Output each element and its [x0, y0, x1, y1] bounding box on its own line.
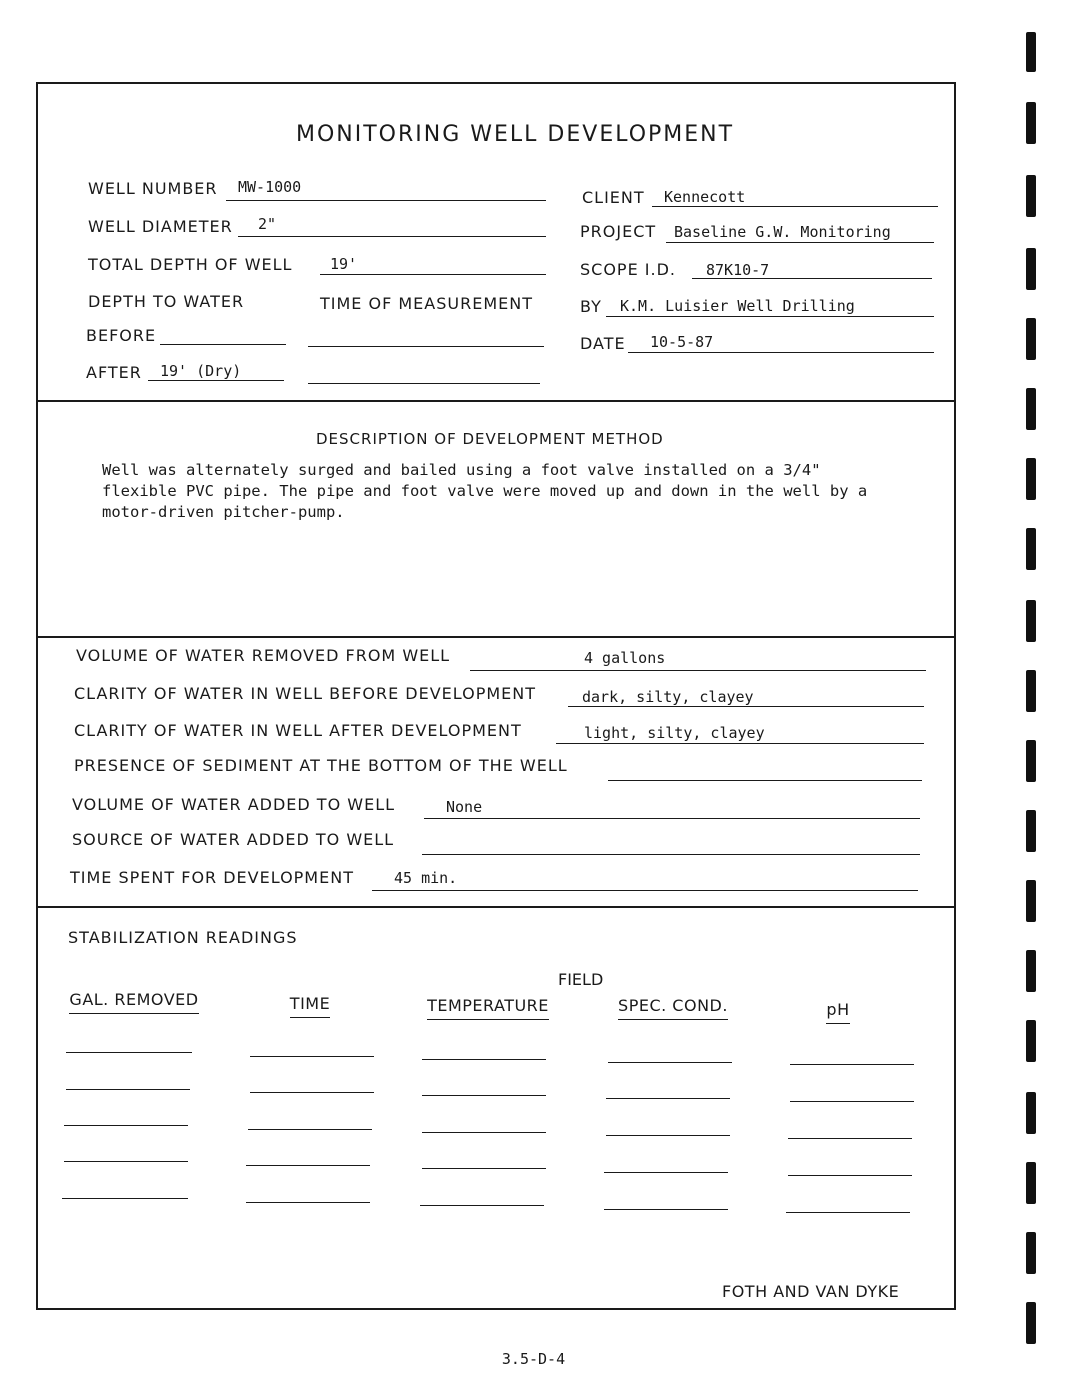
well-diameter-label: WELL DIAMETER — [88, 217, 233, 236]
date-line — [628, 352, 934, 353]
project-value: Baseline G.W. Monitoring — [674, 223, 891, 241]
well-diameter-line — [238, 236, 546, 237]
date-label: DATE — [580, 334, 626, 353]
clarity-after-value: light, silty, clayey — [584, 724, 765, 742]
well-number-value: MW-1000 — [238, 178, 302, 196]
client-label: CLIENT — [582, 188, 645, 207]
depth-to-water-label: DEPTH TO WATER — [88, 292, 245, 311]
project-line — [666, 242, 934, 243]
company-name: FOTH AND VAN DYKE — [722, 1282, 900, 1301]
scope-id-label: SCOPE I.D. — [580, 260, 676, 279]
total-depth-line — [320, 274, 546, 275]
before-time-line — [308, 346, 544, 347]
before-line — [160, 344, 286, 345]
binder-holes — [1022, 30, 1050, 1370]
source-added-label: SOURCE OF WATER ADDED TO WELL — [72, 830, 395, 849]
clarity-before-line — [568, 706, 924, 707]
clarity-after-line — [556, 743, 924, 744]
well-number-label: WELL NUMBER — [88, 179, 218, 198]
clarity-before-label: CLARITY OF WATER IN WELL BEFORE DEVELOPMENT — [74, 684, 537, 703]
section-divider-1 — [38, 400, 954, 402]
volume-removed-line — [470, 670, 926, 671]
sediment-line — [608, 780, 922, 781]
client-value: Kennecott — [664, 188, 746, 206]
clarity-before-value: dark, silty, clayey — [582, 688, 754, 706]
field-label: FIELD — [558, 970, 604, 989]
volume-added-value: None — [446, 798, 483, 816]
section-divider-3 — [38, 906, 954, 908]
col-temperature: TEMPERATURE — [418, 996, 558, 1015]
after-value: 19' (Dry) — [160, 362, 242, 380]
col-gal-removed: GAL. REMOVED — [64, 990, 204, 1009]
after-label: AFTER — [86, 363, 142, 382]
after-time-line — [308, 383, 540, 384]
client-line — [652, 206, 938, 207]
by-line — [606, 316, 934, 317]
col-spec-cond: SPEC. COND. — [608, 996, 738, 1015]
description-text: Well was alternately surged and bailed using a foot valve installed on a 3/4" flexible PVC pipe. The pipe and foot valve were moved up and down in the well by a motor-driven pitcher-pump. — [102, 461, 868, 521]
well-number-line — [226, 200, 546, 201]
date-value: 10-5-87 — [650, 333, 714, 351]
total-depth-value: 19' — [330, 255, 358, 273]
volume-removed-label: VOLUME OF WATER REMOVED FROM WELL — [76, 646, 451, 665]
time-spent-label: TIME SPENT FOR DEVELOPMENT — [70, 868, 354, 887]
col-ph: pH — [808, 1000, 868, 1019]
scope-id-line — [692, 278, 932, 279]
total-depth-label: TOTAL DEPTH OF WELL — [88, 255, 293, 274]
form-title: MONITORING WELL DEVELOPMENT — [296, 122, 735, 147]
time-of-measurement-label: TIME OF MEASUREMENT — [320, 294, 533, 313]
stabilization-heading: STABILIZATION READINGS — [68, 928, 298, 947]
by-label: BY — [580, 297, 602, 316]
by-value: K.M. Luisier Well Drilling — [620, 297, 855, 315]
page-number: 3.5-D-4 — [501, 1350, 566, 1368]
well-diameter-value: 2" — [258, 215, 277, 233]
volume-added-line — [424, 818, 920, 819]
monitoring-well-form — [36, 82, 956, 1310]
description-heading: DESCRIPTION OF DEVELOPMENT METHOD — [316, 430, 664, 448]
after-line — [148, 380, 284, 381]
col-time: TIME — [270, 994, 350, 1013]
project-label: PROJECT — [580, 222, 657, 241]
scope-id-value: 87K10-7 — [706, 261, 770, 279]
volume-added-label: VOLUME OF WATER ADDED TO WELL — [72, 795, 396, 814]
source-added-line — [422, 854, 920, 855]
sediment-label: PRESENCE OF SEDIMENT AT THE BOTTOM OF THE WELL — [74, 756, 568, 775]
volume-removed-value: 4 gallons — [584, 649, 666, 667]
section-divider-2 — [38, 636, 954, 638]
time-spent-line — [372, 890, 918, 891]
time-spent-value: 45 min. — [394, 869, 458, 887]
before-label: BEFORE — [86, 326, 157, 345]
clarity-after-label: CLARITY OF WATER IN WELL AFTER DEVELOPMENT — [74, 721, 522, 740]
